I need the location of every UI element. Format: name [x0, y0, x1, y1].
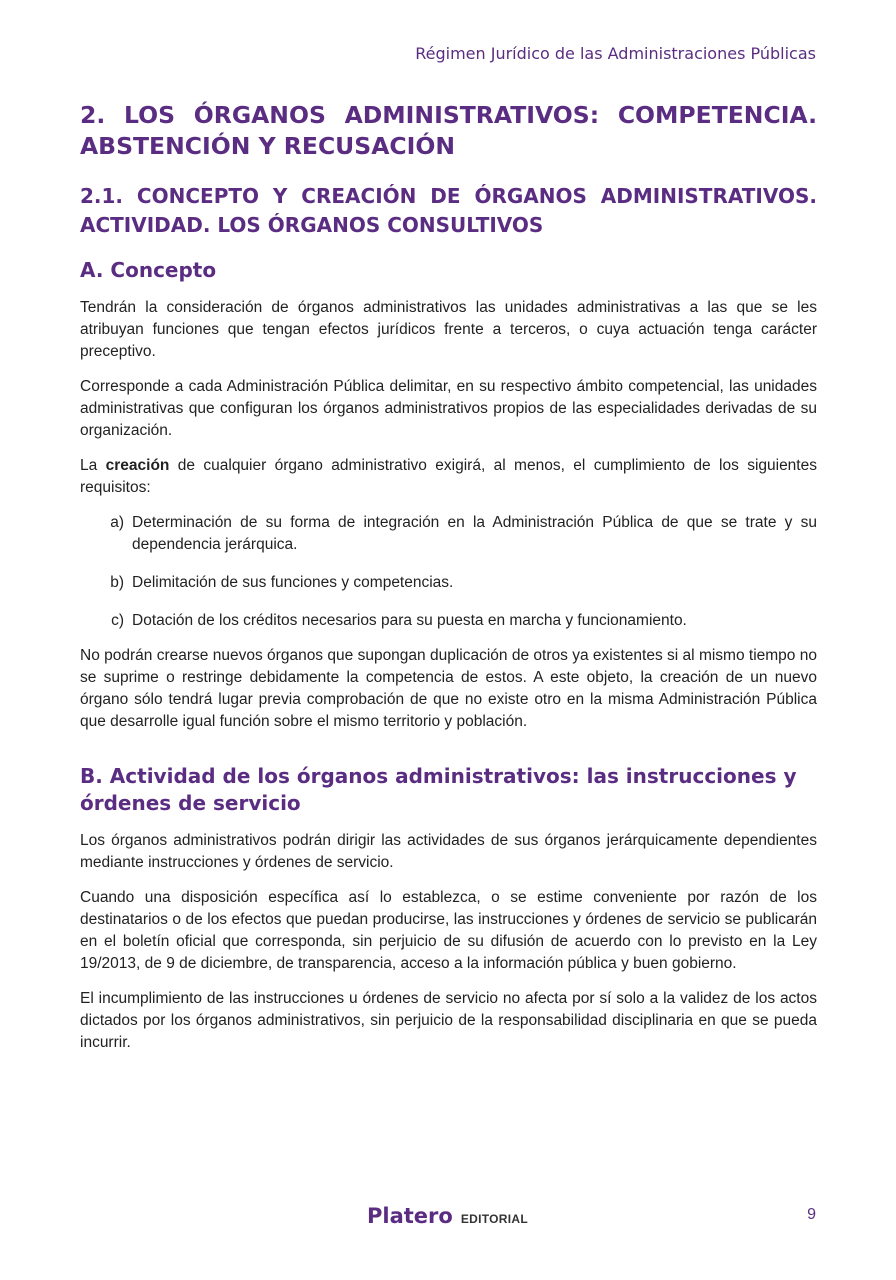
text-span: La	[80, 457, 106, 474]
list-marker: c)	[111, 612, 124, 629]
brand-subtitle: EDITORIAL	[460, 1212, 528, 1226]
page-number: 9	[807, 1206, 816, 1223]
list-item	[80, 610, 817, 632]
chapter-title: 2. LOS ÓRGANOS ADMINISTRATIVOS: COMPETENCIA. ABSTENCIÓN Y RECUSACIÓN	[80, 101, 817, 160]
subsection-a-title: A. Concepto	[80, 258, 217, 282]
list-item-text: Delimitación de sus funciones y competencias.	[132, 574, 454, 591]
list-marker: b)	[110, 574, 124, 591]
paragraph: No podrán crearse nuevos órganos que supongan duplicación de otros ya existentes si al mismo tiempo no se suprime o restringe debidamente la competencia de estos. A este objeto, la creación de un nuevo órgano sólo tendrá lugar previa comprobación de que no existe otro en la misma Administración Pública que desarrolle igual función sobre el mismo territorio y población.	[80, 647, 817, 730]
list-item-text: Determinación de su forma de integración en la Administración Pública de que se trate y su dependencia jerárquica.	[132, 514, 817, 553]
paragraph: Cuando una disposición específica así lo establezca, o se estime conveniente por razón de los destinatarios o de los efectos que puedan producirse, las instrucciones y órdenes de servicio se publicarán en el boletín oficial que corresponda, sin perjuicio de su difusión de acuerdo con lo previsto en la Ley 19/2013, de 9 de diciembre, de transparencia, acceso a la información pública y buen gobierno.	[80, 889, 817, 972]
subsection-b-title: B. Actividad de los órganos administrativos: las instrucciones y órdenes de servicio	[80, 764, 797, 815]
paragraph: Tendrán la consideración de órganos administrativos las unidades administrativas a las que se les atribuyan funciones que tengan efectos jurídicos frente a terceros, o cuya actuación tenga carácter preceptivo.	[80, 299, 817, 360]
paragraph: Los órganos administrativos podrán dirigir las actividades de sus órganos jerárquicamente dependientes mediante instrucciones y órdenes de servicio.	[80, 832, 817, 871]
paragraph: El incumplimiento de las instrucciones u órdenes de servicio no afecta por sí solo a la validez de los actos dictados por los órganos administrativos, sin perjuicio de la responsabilidad disciplinaria en que se pueda incurrir.	[80, 990, 817, 1051]
list-item	[80, 572, 817, 594]
list-item	[80, 512, 817, 556]
main-content	[80, 100, 817, 1054]
bold-term: creación	[105, 457, 170, 474]
text-span: de cualquier órgano administrativo exigirá, al menos, el cumplimiento de los siguientes requisitos:	[80, 457, 817, 496]
section-title: 2.1. CONCEPTO Y CREACIÓN DE ÓRGANOS ADMINISTRATIVOS. ACTIVIDAD. LOS ÓRGANOS CONSULTIVOS	[80, 184, 817, 237]
list-item-text: Dotación de los créditos necesarios para su puesta en marcha y funcionamiento.	[132, 612, 687, 629]
running-header: Régimen Jurídico de las Administraciones Públicas	[415, 44, 816, 63]
paragraph-creation	[80, 455, 817, 499]
paragraph: Corresponde a cada Administración Pública delimitar, en su respectivo ámbito competencial, las unidades administrativas que configuran los órganos administrativos propios de las especialidades derivadas de su organización.	[80, 378, 817, 439]
brand-name: Platero	[367, 1204, 453, 1228]
list-marker: a)	[110, 514, 124, 531]
publisher-logo	[367, 1204, 528, 1228]
requirements-list	[80, 512, 817, 632]
